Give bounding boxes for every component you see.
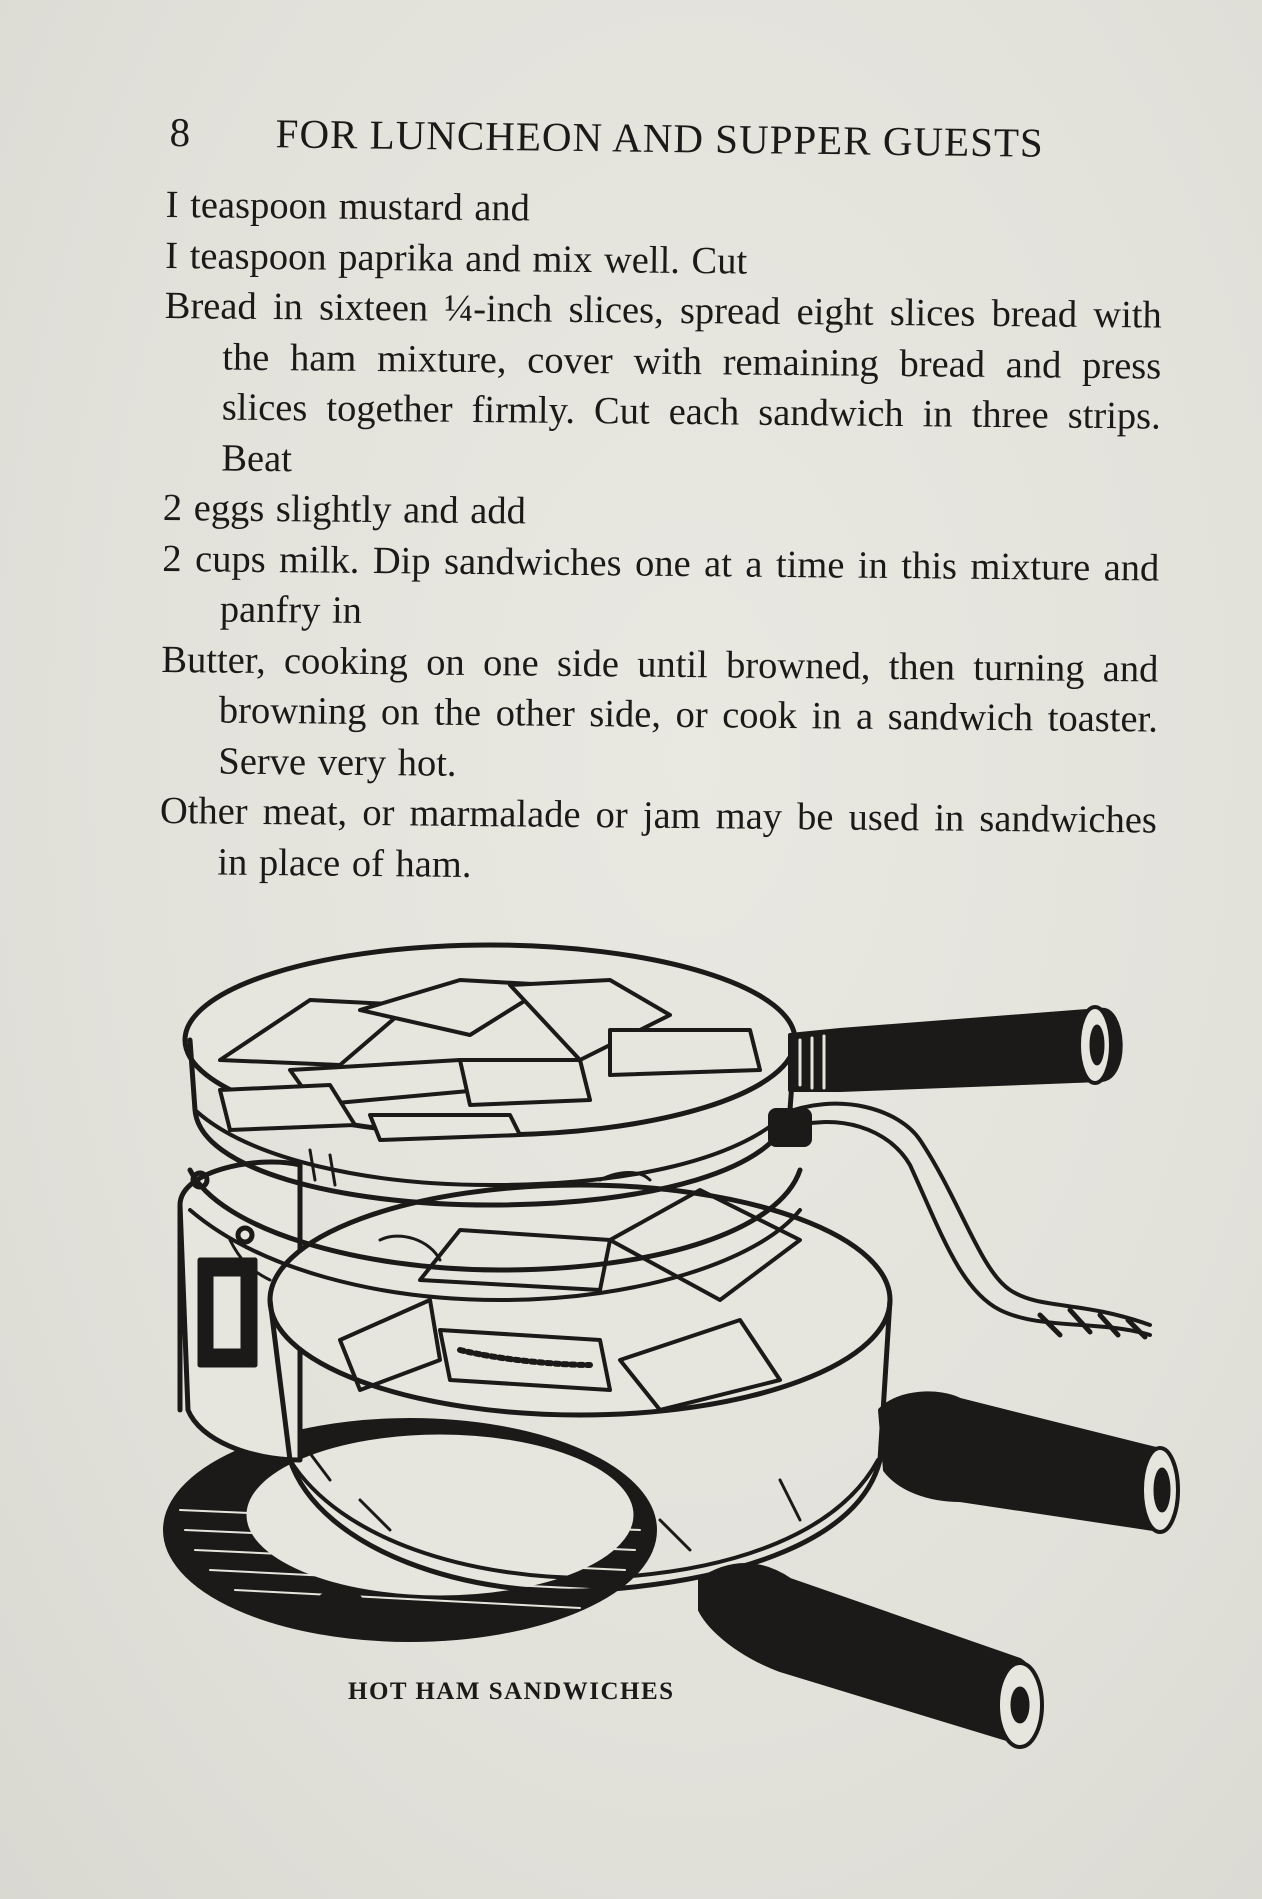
chapter-title: FOR LUNCHEON AND SUPPER GUESTS	[275, 110, 1045, 166]
recipe-line-eggs: 2 eggs slightly and add	[162, 486, 527, 533]
sandwich-toaster-illustration-icon	[140, 940, 1190, 1770]
recipe-paragraph-variation: Other meat, or marmalade or jam may be used in sandwiches in place of ham.	[159, 789, 1158, 886]
recipe-line-paprika: I teaspoon paprika and mix well. Cut	[165, 234, 748, 283]
lower-handle	[880, 1393, 1178, 1532]
recipe-paragraph-bread: Bread in sixteen ¼-inch slices, spread eight slices bread with the ham mixture, cover with remaining bread and press slices together firmly. Cut each sandwich in three strips. Beat	[164, 284, 1162, 480]
illustration-caption: HOT HAM SANDWICHES	[348, 1678, 675, 1705]
recipe-text	[159, 180, 1163, 897]
recipe-paragraph-milk: 2 cups milk. Dip sandwiches one at a time in this mixture and panfry in	[162, 537, 1160, 632]
running-head	[169, 108, 1140, 176]
bottom-handle	[700, 1565, 1042, 1747]
recipe-paragraph-butter: Butter, cooking on one side until browned, then turning and browning on the other side, or cook in a sandwich toaster. Serve very hot.	[161, 638, 1159, 785]
page-number: 8	[169, 108, 192, 156]
upper-handle	[790, 1007, 1121, 1090]
recipe-line-mustard: I teaspoon mustard and	[165, 183, 531, 230]
base-plate	[165, 1420, 655, 1640]
